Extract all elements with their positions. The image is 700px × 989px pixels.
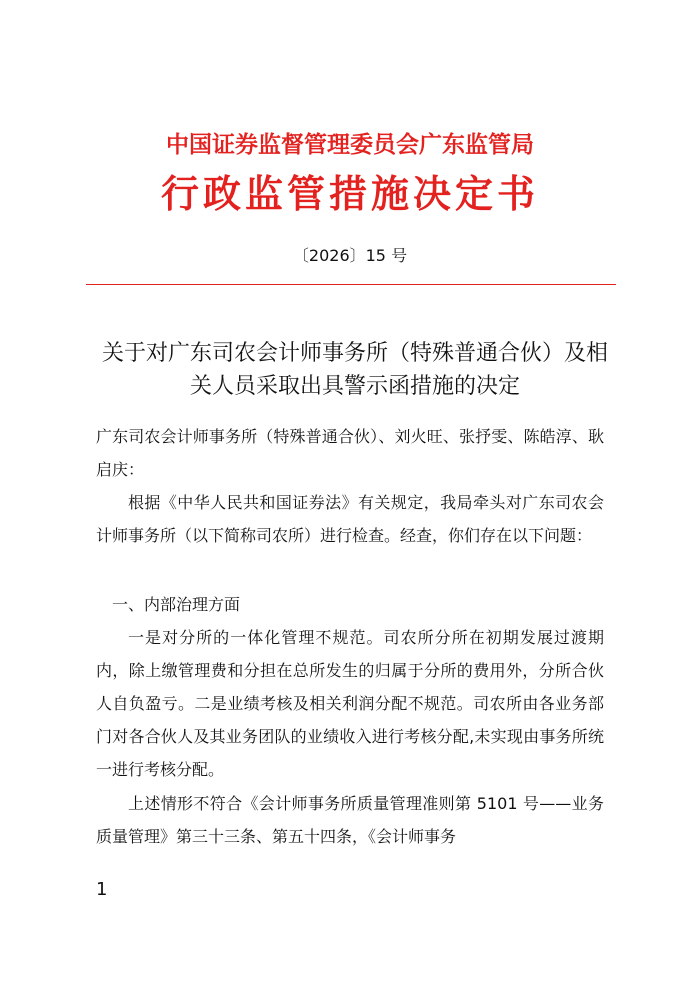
page-number: 1 [96,879,108,900]
addressee-line: 广东司农会计师事务所（特殊普通合伙）、刘火旺、张抒雯、陈皓淳、耿启庆： [96,427,604,479]
document-type-title: 行政监管措施决定书 [160,172,539,216]
issuing-authority: 中国证券监督管理委员会广东监管局 [166,132,534,158]
decision-title: 关于对广东司农会计师事务所（特殊普通合伙）及相关人员采取出具警示函措施的决定 [101,341,608,399]
paragraph-issues: 一是对分所的一体化管理不规范。司农所分所在初期发展过渡期内，除上缴管理费和分担在总所发生的归属于分所的费用外，分所合伙人自负盈亏。二是业绩考核及相关利润分配不规范。司农所由各业务部门对各合伙人及其业务团队的业绩收入进行考核分配,未实现由事务所统一进行考核分配。 [96,628,604,779]
red-divider-line [86,284,616,285]
document-number: 〔2026〕15 号 [292,246,408,265]
paragraph-basis: 根据《中华人民共和国证券法》有关规定，我局牵头对广东司农会计师事务所（以下简称司农所）进行检查。经查，你们存在以下问题： [96,493,604,545]
section-heading-internal-governance: 一、内部治理方面 [112,595,241,614]
paragraph-violations: 上述情形不符合《会计师事务所质量管理准则第 5101 号——业务质量管理》第三十三条、第五十四条，《会计师事务 [96,794,604,846]
